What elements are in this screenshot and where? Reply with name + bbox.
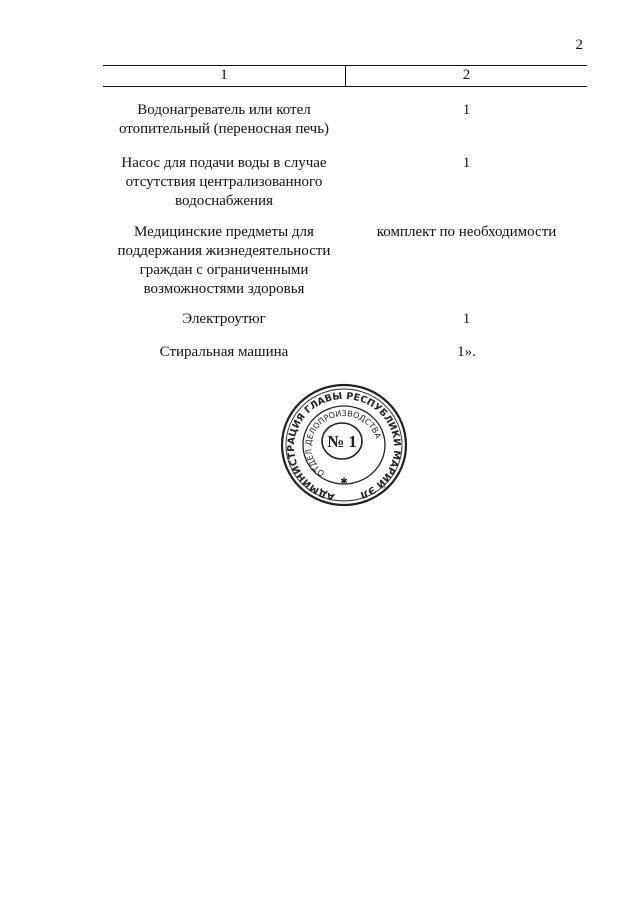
stamp-inner-text: ОТДЕЛ ДЕЛОПРОИЗВОДСТВА <box>303 408 383 478</box>
column-header-2: 2 <box>462 67 471 83</box>
stamp-outer-text: АДМИНИСТРАЦИЯ ГЛАВЫ РЕСПУБЛИКИ МАРИЙ ЭЛ <box>285 390 403 503</box>
official-stamp <box>274 381 414 507</box>
item-quantity: комплект по необходимости <box>376 224 557 240</box>
item-quantity: 1 <box>462 155 471 171</box>
stamp-number: № 1 <box>327 432 357 451</box>
star-icon: ✱ <box>340 477 348 487</box>
item-quantity: 1 <box>462 102 471 118</box>
item-name: Водонагреватель или котел отопительный (переносная печь) <box>118 102 330 137</box>
item-name: Медицинские предметы для поддержания жизнедеятельности граждан с ограниченными возможностями здоровья <box>117 224 331 297</box>
item-quantity: 1». <box>457 344 476 360</box>
page-number: 2 <box>575 37 583 53</box>
column-header-1: 1 <box>220 67 228 83</box>
item-name: Стиральная машина <box>159 344 289 360</box>
item-quantity: 1 <box>462 311 471 327</box>
item-name: Электроутюг <box>182 311 266 327</box>
table-header <box>103 65 587 87</box>
item-name: Насос для подачи воды в случае отсутствия централизованного водоснабжения <box>121 155 327 209</box>
